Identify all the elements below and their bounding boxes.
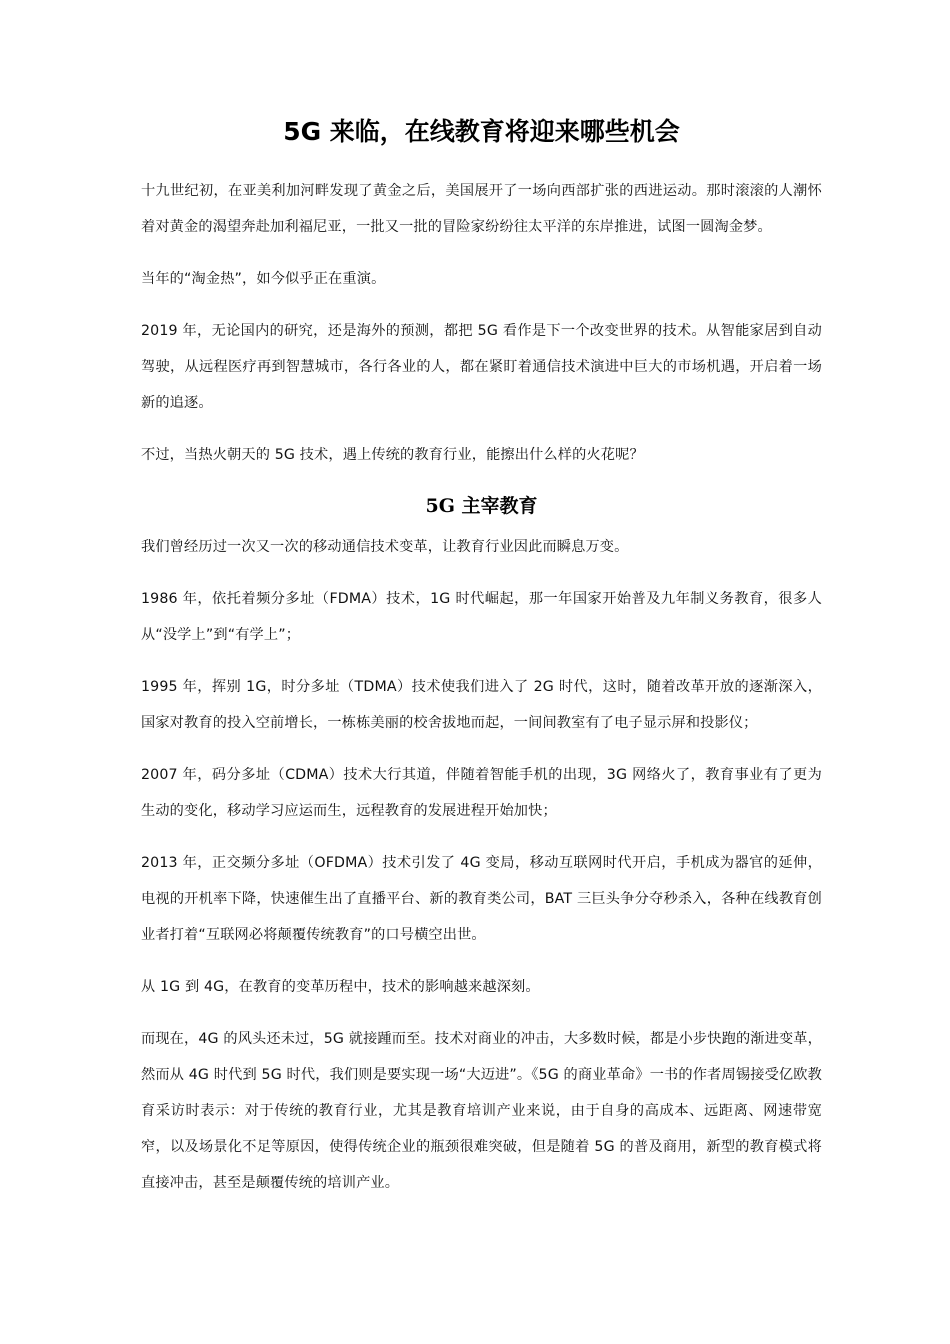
paragraph-section-2013: 2013 年，正交频分多址（OFDMA）技术引发了 4G 变局，移动互联网时代开启，手机成为器官的延伸，电视的开机率下降，快速催生出了直播平台、新的教育类公司，BAT 三巨头争分夺秒杀入，各种在线教育创业者打着“互联网必将颠覆传统教育”的口号横空出世。 (141, 855, 822, 943)
document-title: 5G 来临，在线教育将迎来哪些机会 (283, 117, 680, 146)
paragraph-section-1: 我们曾经历过一次又一次的移动通信技术变革，让教育行业因此而瞬息万变。 (141, 539, 629, 555)
paragraph-intro-4: 不过，当热火朝天的 5G 技术，遇上传统的教育行业，能擦出什么样的火花呢？ (141, 447, 644, 463)
paragraph-section-1986: 1986 年，依托着频分多址（FDMA）技术，1G 时代崛起，那一年国家开始普及九年制义务教育，很多人从“没学上”到“有学上”； (141, 591, 822, 643)
paragraph-section-1995: 1995 年，挥别 1G，时分多址（TDMA）技术使我们进入了 2G 时代，这时，随着改革开放的逐渐深入，国家对教育的投入空前增长，一栋栋美丽的校舍拔地而起，一间间教室有了电子显示屏和投影仪； (141, 679, 822, 731)
section-heading: 5G 主宰教育 (425, 495, 538, 517)
paragraph-intro-3: 2019 年，无论国内的研究，还是海外的预测，都把 5G 看作是下一个改变世界的技术。从智能家居到自动驾驶，从远程医疗再到智慧城市，各行各业的人，都在紧盯着通信技术演进中巨大的市场机遇，开启着一场新的追逐。 (141, 323, 822, 411)
paragraph-section-now: 而现在，4G 的风头还未过，5G 就接踵而至。技术对商业的冲击，大多数时候，都是小步快跑的渐进变革，然而从 4G 时代到 5G 时代，我们则是要实现一场“大迈进”。《5G 的商业革命》一书的作者周锡接受亿欧教育采访时表示：对于传统的教育行业，尤其是教育培训产业来说，由于自身的高成本、远距离、网速带宽窄，以及场景化不足等原因，使得传统企业的瓶颈很难突破，但是随着 5G 的普及商用，新型的教育模式将直接冲击，甚至是颠覆传统的培训产业。 (141, 1031, 822, 1191)
paragraph-intro-2: 当年的“淘金热”，如今似乎正在重演。 (141, 271, 386, 287)
section-5g-education (141, 489, 822, 1201)
paragraph-section-summary: 从 1G 到 4G，在教育的变革历程中，技术的影响越来越深刻。 (141, 979, 540, 995)
paragraph-section-2007: 2007 年，码分多址（CDMA）技术大行其道，伴随着智能手机的出现，3G 网络火了，教育事业有了更为生动的变化，移动学习应运而生，远程教育的发展进程开始加快； (141, 767, 822, 819)
intro-section (141, 152, 822, 473)
paragraph-intro-1: 十九世纪初，在亚美利加河畔发现了黄金之后，美国展开了一场向西部扩张的西进运动。那时滚滚的人潮怀着对黄金的渴望奔赴加利福尼亚，一批又一批的冒险家纷纷往太平洋的东岸推进，试图一圆淘金梦。 (141, 183, 822, 235)
